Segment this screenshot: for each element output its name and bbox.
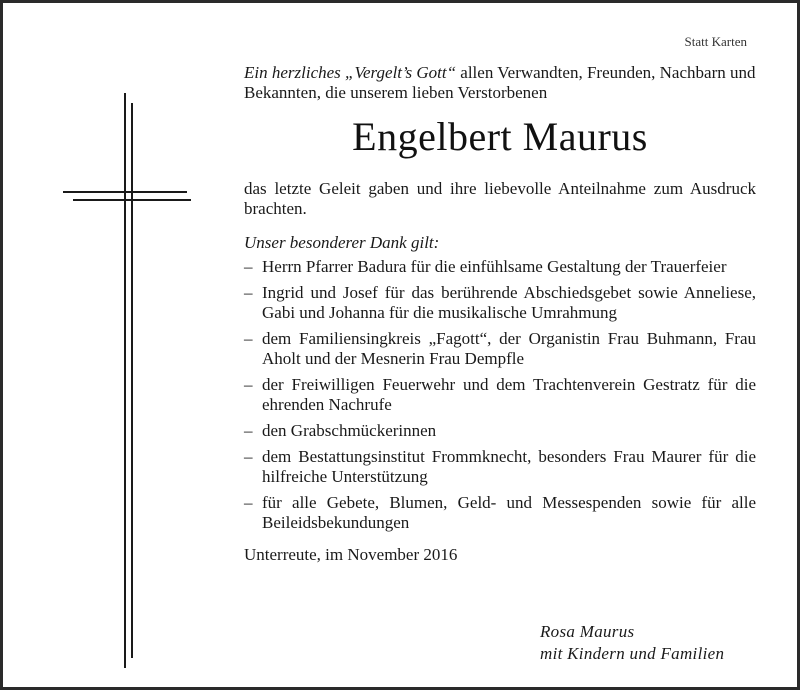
list-item: – Herrn Pfarrer Badura für die einfühlsame Gestaltung der Trauerfeier: [244, 257, 727, 276]
list-item: – der Freiwilligen Feuerwehr und dem Trachtenverein Gestratz für die ehrenden Nachrufe: [244, 375, 756, 414]
intro-lead: Ein herzliches „Vergelt’s Gott“: [244, 63, 457, 82]
place-date: Unterreute, im November 2016: [244, 545, 458, 564]
dash-marker: –: [244, 421, 253, 440]
signature-line-family: mit Kindern und Familien: [540, 644, 725, 663]
statt-karten-note: Statt Karten: [684, 34, 747, 49]
intro-rest: allen Verwandten, Freunden, Nachbarn und Bekannten, die unserem lieben Verstorbenen: [244, 63, 756, 102]
thanks-list: [244, 257, 756, 533]
special-thanks-heading: Unser besonderer Dank gilt:: [244, 233, 440, 252]
thanks-paragraph: das letzte Geleit gaben und ihre liebevolle Anteilnahme zum Ausdruck brachten.: [244, 179, 756, 218]
list-item: – für alle Gebete, Blumen, Geld- und Messespenden sowie für alle Beileidsbekundungen: [244, 493, 756, 532]
deceased-name: Engelbert Maurus: [352, 114, 648, 159]
dash-marker: –: [244, 375, 253, 394]
signature-line-name: Rosa Maurus: [540, 622, 635, 641]
intro-paragraph: [244, 63, 756, 103]
list-item: – Ingrid und Josef für das berührende Abschiedsgebet sowie Anneliese, Gabi und Johanna für die musikalische Umrahmung: [244, 283, 756, 322]
list-item: – den Grabschmückerinnen: [244, 421, 437, 440]
dash-marker: –: [244, 257, 253, 276]
dash-marker: –: [244, 493, 253, 512]
dash-marker: –: [244, 447, 253, 466]
dash-marker: –: [244, 283, 253, 302]
list-item: – dem Familiensingkreis „Fagott“, der Organistin Frau Buhmann, Frau Aholt und der Mesnerin Frau Dempfle: [244, 329, 756, 368]
list-item: – dem Bestattungsinstitut Frommknecht, besonders Frau Maurer für die hilfreiche Unterstützung: [244, 447, 756, 486]
signature: [540, 621, 724, 665]
cross-icon: [63, 93, 193, 668]
dash-marker: –: [244, 329, 253, 348]
notice-body: [244, 63, 756, 565]
